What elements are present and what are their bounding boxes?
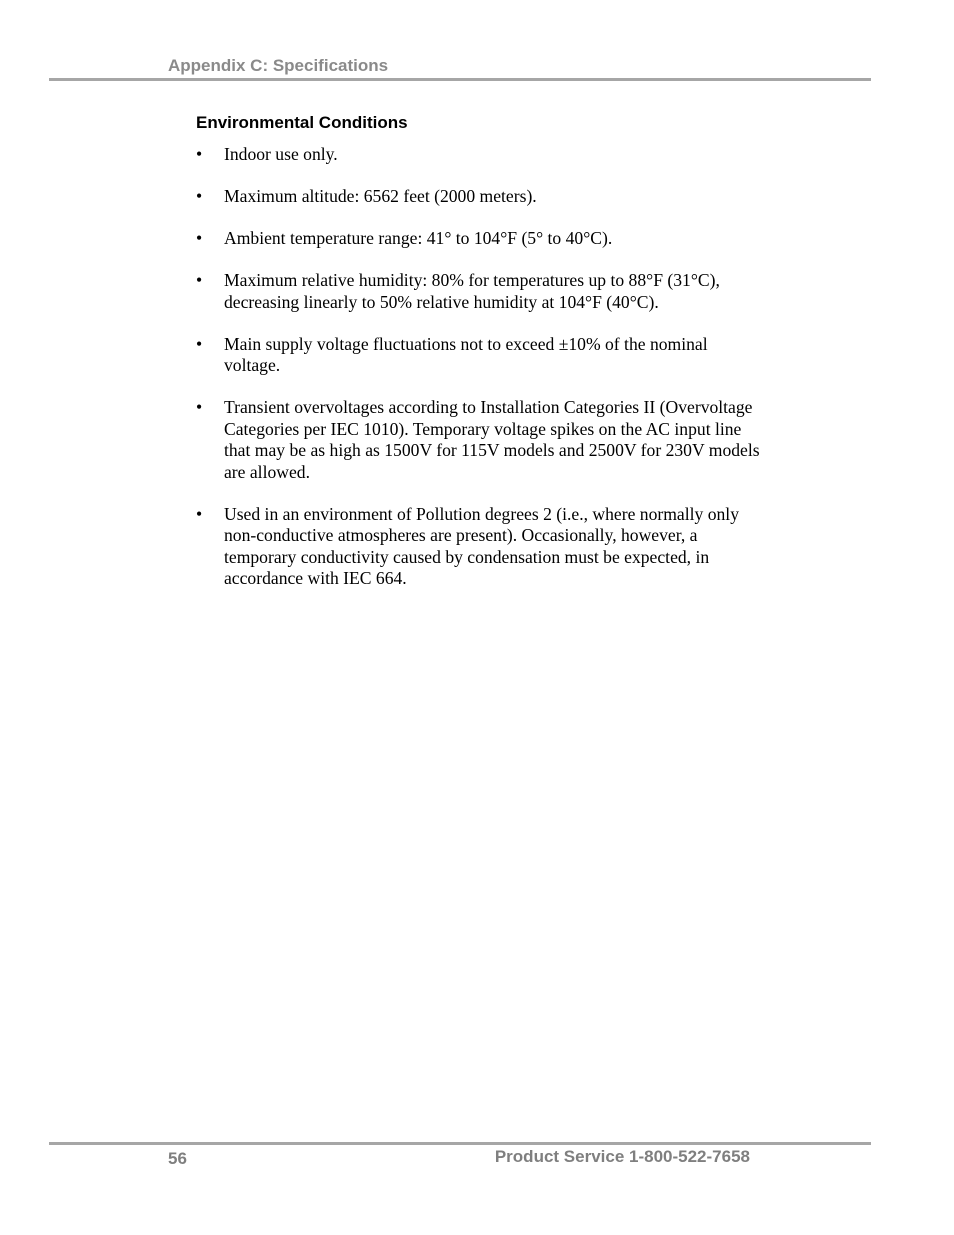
list-item-text: Maximum relative humidity: 80% for temperatures up to 88°F (31°C), decreasing linearly to 50% relative humidity at 104°F (40°C). [224, 270, 720, 312]
list-item-text: Main supply voltage fluctuations not to exceed ±10% of the nominal voltage. [224, 333, 708, 375]
bullet-icon: • [196, 503, 203, 524]
list-item [196, 397, 766, 483]
bullet-icon: • [196, 333, 203, 354]
list-item [196, 270, 766, 313]
list-item-text: Indoor use only. [224, 144, 338, 164]
list-item [196, 504, 766, 590]
list-item [196, 334, 766, 377]
list-item [196, 228, 766, 250]
list-item-text: Used in an environment of Pollution degrees 2 (i.e., where normally only non-conductive atmospheres are present). Occasionally, however, a temporary conductivity caused by condensation must be expected, in accordance with IEC 664. [224, 503, 739, 588]
header-rule [49, 78, 871, 81]
page-number: 56 [168, 1149, 187, 1168]
bullet-icon: • [196, 228, 203, 248]
running-header: Appendix C: Specifications [168, 56, 389, 75]
list-item-text: Transient overvoltages according to Installation Categories II (Overvoltage Categories per IEC 1010). Temporary voltage spikes on the AC input line that may be as high as 1500V for 115V models and 2500V for 230V models are allowed. [224, 397, 760, 482]
section-title: Environmental Conditions [196, 113, 408, 132]
list-item [196, 186, 766, 208]
list-item-text: Ambient temperature range: 41° to 104°F (5° to 40°C). [224, 228, 613, 248]
bullet-icon: • [196, 397, 203, 417]
bullet-icon: • [196, 144, 203, 164]
list-item [196, 144, 766, 166]
bullet-icon: • [196, 270, 203, 290]
footer-rule [49, 1142, 871, 1145]
list-item-text: Maximum altitude: 6562 feet (2000 meters). [224, 186, 537, 206]
environmental-conditions-list [196, 144, 766, 610]
product-service-phone: Product Service 1-800-522-7658 [494, 1147, 750, 1166]
bullet-icon: • [196, 186, 203, 206]
